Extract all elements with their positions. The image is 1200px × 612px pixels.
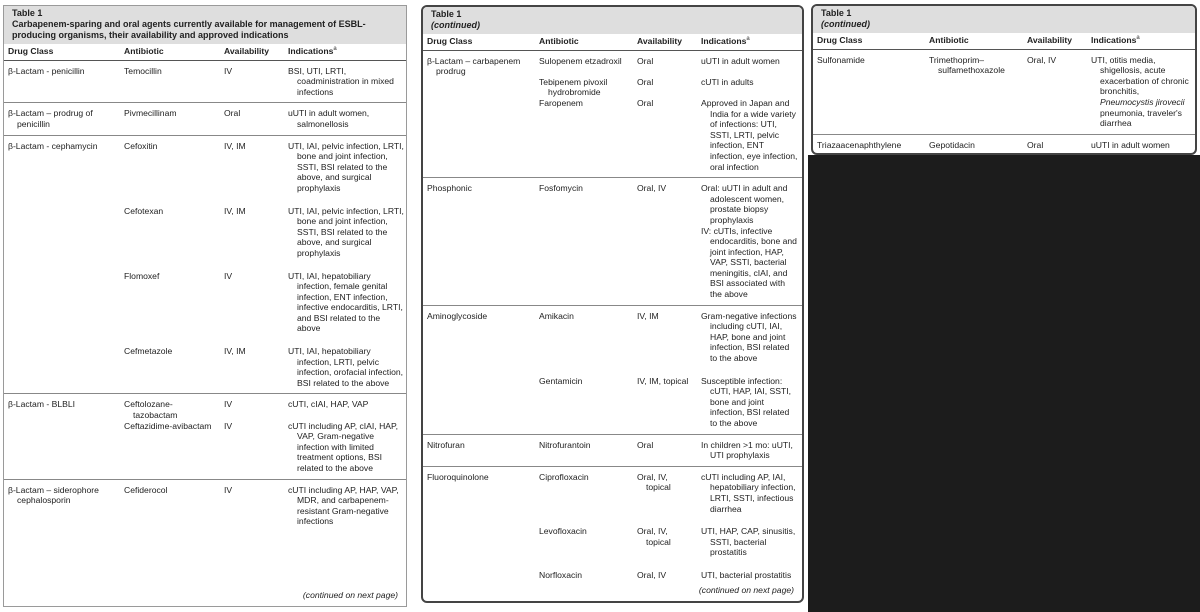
header-antibiotic: Antibiotic	[535, 34, 633, 50]
table-row	[4, 194, 407, 259]
availability-cell: Oral	[637, 55, 654, 66]
drug-class-cell: β-Lactam – prodrug of penicillin	[8, 108, 93, 129]
header-availability: Availability	[1023, 33, 1087, 49]
continued-note: (continued on next page)	[698, 585, 794, 595]
antibiotic-cell: Amikacin	[539, 310, 574, 321]
table-row	[4, 334, 407, 394]
indications-cell: cUTI including AP, cIAI, HAP, VAP, Gram-negative infection with limited treatment options, BSI related to the above	[288, 420, 399, 473]
availability-cell: Oral, IV	[1027, 54, 1057, 65]
table-label: Table 1	[821, 8, 852, 18]
indications-cell: cUTI in adults	[701, 76, 754, 87]
availability-cell: Oral	[637, 439, 654, 450]
indications-cell: In children >1 mo: uUTI, UTI prophylaxis	[701, 439, 793, 461]
header-antibiotic: Antibiotic	[120, 44, 220, 60]
indications-cell: UTI, IAI, hepatobiliary infection, LRTI, pelvic infection, orofacial infection, BSI related to the above	[288, 346, 404, 388]
table-panel-1	[3, 5, 407, 607]
table-row	[423, 434, 802, 466]
indications-cell: Approved in Japan and India for a wide variety of infections: UTI, SSTI, LRTI, pelvic infection, ENT infection, eye infection, oral infection	[701, 97, 798, 172]
availability-cell: IV, IM	[637, 310, 659, 321]
table-title	[813, 6, 1195, 33]
drug-class-cell: β-Lactam - BLBLI	[8, 399, 76, 410]
table-row	[423, 558, 802, 581]
indications-cell: Oral: uUTI in adult and adolescent women, prostate biopsy prophylaxis	[701, 183, 788, 225]
antibiotic-cell: Ciprofloxacin	[539, 471, 589, 482]
antibiotic-cell: Temocillin	[124, 65, 162, 76]
header-drug-class: Drug Class	[4, 44, 120, 60]
table-label: Table 1	[12, 8, 43, 18]
availability-cell: Oral, IV	[637, 183, 667, 194]
table-row	[423, 466, 802, 514]
availability-cell: IV	[224, 399, 233, 410]
header-row	[813, 33, 1195, 49]
table-title	[423, 7, 802, 34]
indications-cell: uUTI in adult women, salmonellosis	[288, 108, 370, 129]
availability-cell: IV, IM	[224, 346, 246, 357]
indications-cell: uUTI in adult women	[1091, 139, 1170, 150]
antibiotic-cell: Levofloxacin	[539, 526, 587, 537]
header-indications: Indications$^a$	[284, 44, 407, 60]
antibiotic-cell: Tebipenem pivoxil hydrobromide	[539, 76, 608, 98]
antibiotic-cell: Flomoxef	[124, 270, 160, 281]
drug-class-cell: β-Lactam – carbapenem prodrug	[427, 55, 521, 77]
indications-cell: UTI, IAI, pelvic infection, LRTI, bone and joint infection, SSTI, BSI related to the above, and surgical prophylaxis	[288, 140, 404, 193]
header-availability: Availability	[220, 44, 284, 60]
table-row	[4, 60, 407, 103]
indications-cell: UTI, IAI, hepatobiliary infection, female genital infection, ENT infection, infective endocarditis, LRTI, and BSI related to the above	[288, 270, 403, 334]
header-antibiotic: Antibiotic	[925, 33, 1023, 49]
indications-cell: Susceptible infection: cUTI, HAP, IAI, SSTI, bone and joint infection, BSI related to the above	[701, 375, 792, 428]
continued-note: (continued on next page)	[302, 590, 398, 600]
table-row	[813, 49, 1195, 134]
table-description: Carbapenem-sparing and oral agents currently available for management of ESBL-producing organisms, their availability and approved indications	[12, 19, 366, 40]
header-row	[4, 44, 407, 60]
table-panel-3	[811, 4, 1197, 155]
antibiotic-cell: Ceftazidime-avibactam	[124, 420, 212, 431]
table-panel-2	[421, 5, 804, 603]
antibiotic-cell: Fosfomycin	[539, 183, 583, 194]
antibiotic-cell: Ceftolozane-tazobactam	[124, 399, 178, 421]
availability-cell: Oral	[637, 97, 654, 108]
indications-cell: Gram-negative infections including cUTI, IAI, HAP, bone and joint infection, BSI related to the above	[701, 310, 797, 364]
header-drug-class: Drug Class	[423, 34, 535, 50]
drug-class-cell: Nitrofuran	[427, 439, 465, 450]
table-continued: (continued)	[431, 20, 480, 30]
antibiotic-cell: Cefiderocol	[124, 484, 168, 495]
antibiotic-cell: Pivmecillinam	[124, 108, 177, 119]
drug-class-cell: β-Lactam - cephamycin	[8, 140, 98, 151]
indications-cell: UTI, HAP, CAP, sinusitis, SSTI, bacterial prostatitis	[701, 526, 796, 558]
antibiotic-cell: Nitrofurantoin	[539, 439, 591, 450]
dark-background	[808, 155, 1200, 612]
table-row	[4, 421, 407, 479]
indications-cell: cUTI including AP, HAP, VAP, MDR, and carbapenem-resistant Gram-negative infections	[288, 484, 399, 527]
table-row	[813, 134, 1195, 150]
antibiotic-cell: Cefmetazole	[124, 346, 173, 357]
table-continued: (continued)	[821, 19, 870, 29]
availability-cell: IV, IM, topical	[637, 375, 689, 386]
availability-cell: IV	[224, 270, 233, 281]
indications-cell: cUTI including AP, IAI, hepatobiliary infection, LRTI, SSTI, infectious diarrhea	[701, 471, 796, 514]
data-table	[813, 33, 1195, 150]
antibiotic-cell: Faropenem	[539, 97, 583, 108]
indications-cell-iv: IV: cUTIs, infective endocarditis, bone and joint infection, HAP, VAP, SSTI, bacterial meningitis, cIAI, and BSI associated with the above	[701, 225, 797, 300]
table-row	[423, 77, 802, 98]
indications-cell: cUTI, cIAI, HAP, VAP	[288, 399, 369, 410]
availability-cell: Oral	[637, 76, 654, 87]
antibiotic-cell: Sulopenem etzadroxil	[539, 55, 622, 66]
antibiotic-cell: Cefotexan	[124, 205, 164, 216]
data-table	[423, 34, 802, 581]
antibiotic-cell: Trimethoprim–sulfamethoxazole	[929, 54, 1005, 76]
table-row	[423, 178, 802, 306]
header-row	[423, 34, 802, 50]
organism-name: Pneumocystis jirovecii	[1100, 96, 1185, 107]
availability-cell: Oral, IV	[637, 569, 667, 580]
table-row	[4, 259, 407, 335]
drug-class-cell: Aminoglycoside	[427, 310, 488, 321]
indications-cell: uUTI in adult women	[701, 55, 780, 66]
indications-cell: BSI, UTI, LRTI, coadministration in mixed infections	[288, 65, 394, 97]
table-row	[4, 135, 407, 193]
drug-class-cell: Phosphonic	[427, 183, 472, 194]
availability-cell: IV, IM	[224, 205, 246, 216]
footnote-marker: a	[746, 36, 750, 42]
table-row	[423, 305, 802, 363]
availability-cell: Oral, IV, topical	[637, 526, 671, 547]
drug-class-cell: Triazaacenaphthylene	[817, 139, 902, 150]
table-row	[423, 98, 802, 178]
table-row	[423, 514, 802, 558]
availability-cell: IV, IM	[224, 140, 246, 151]
table-title	[4, 6, 406, 44]
header-indications: Indications$^a$	[697, 34, 802, 50]
availability-cell: Oral	[224, 108, 241, 119]
availability-cell: Oral, IV, topical	[637, 471, 671, 493]
drug-class-cell: Sulfonamide	[817, 54, 865, 65]
antibiotic-cell: Norfloxacin	[539, 569, 582, 580]
availability-cell: IV	[224, 484, 233, 495]
table-row	[423, 364, 802, 434]
data-table	[4, 44, 407, 527]
header-drug-class: Drug Class	[813, 33, 925, 49]
table-label: Table 1	[431, 9, 462, 19]
drug-class-cell: β-Lactam – siderophore cephalosporin	[8, 484, 99, 506]
antibiotic-cell: Cefoxitin	[124, 140, 158, 151]
drug-class-cell: Fluoroquinolone	[427, 471, 489, 482]
availability-cell: Oral	[1027, 139, 1044, 150]
header-indications: Indications$^a$	[1087, 33, 1195, 49]
table-row	[4, 479, 407, 527]
indications-cell: UTI, IAI, pelvic infection, LRTI, bone and joint infection, SSTI, BSI related to the above, and surgical prophylaxis	[288, 205, 404, 258]
table-row	[423, 50, 802, 77]
availability-cell: IV	[224, 65, 233, 76]
drug-class-cell: β-Lactam - penicillin	[8, 65, 85, 76]
table-row	[4, 394, 407, 421]
antibiotic-cell: Gentamicin	[539, 375, 583, 386]
indications-cell: UTI, otitis media, shigellosis, acute exacerbation of chronic bronchitis, Pneumocystis jirovecii pneumonia, traveler's diarrhea	[1091, 54, 1189, 129]
indications-cell: UTI, bacterial prostatitis	[701, 569, 792, 580]
header-availability: Availability	[633, 34, 697, 50]
table-row	[4, 103, 407, 135]
antibiotic-cell: Gepotidacin	[929, 139, 975, 150]
footnote-marker: a	[333, 46, 337, 52]
footnote-marker: a	[1136, 35, 1140, 41]
availability-cell: IV	[224, 420, 233, 431]
